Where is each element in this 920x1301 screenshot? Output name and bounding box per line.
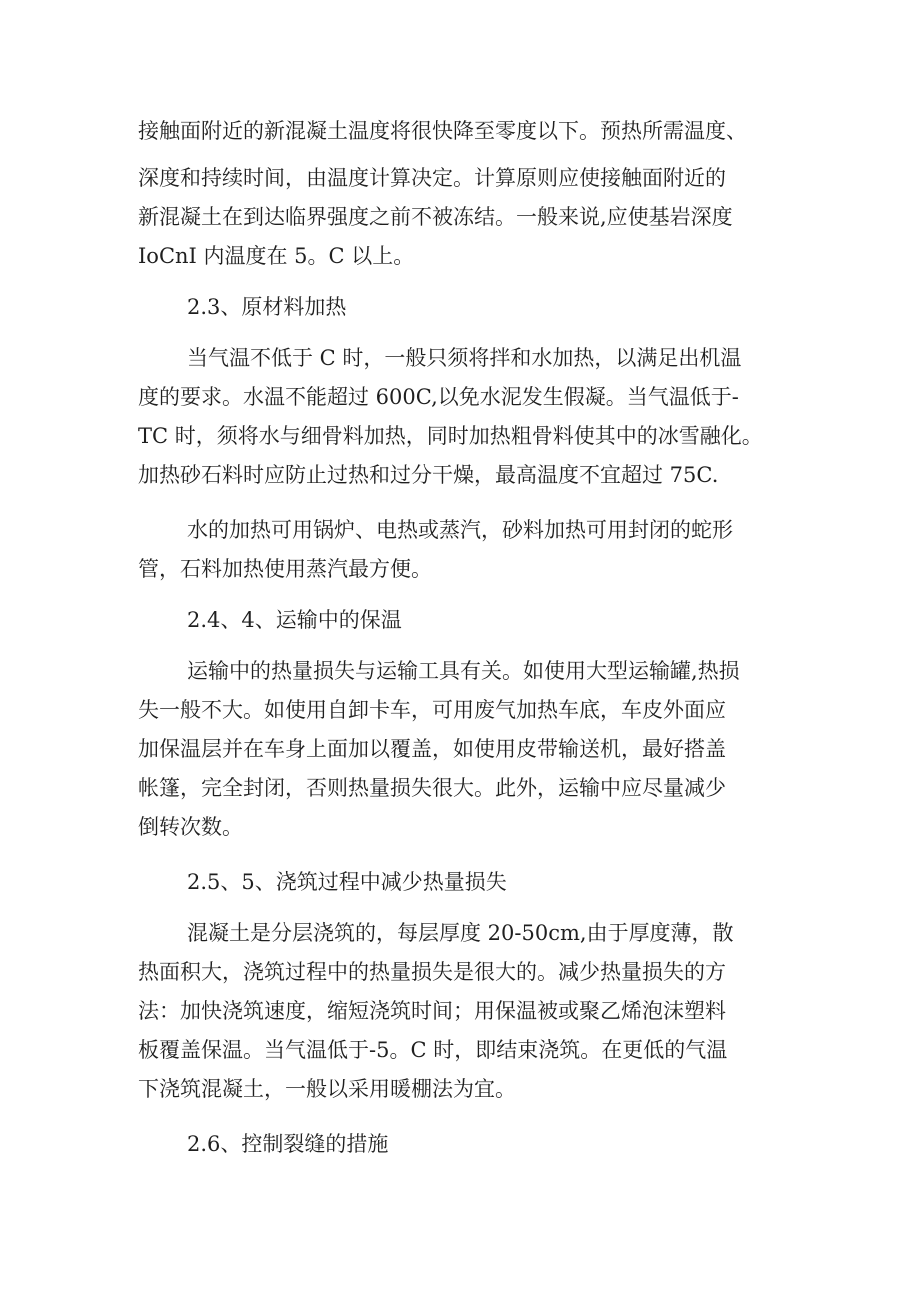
paragraph-line: 失一般不大。如使用自卸卡车，可用废气加热车底，车皮外面应 bbox=[138, 698, 726, 722]
section-heading: 2.4、4、运输中的保温 bbox=[187, 608, 402, 632]
paragraph-line: 热面积大，浇筑过程中的热量损失是很大的。减少热量损失的方 bbox=[138, 960, 726, 984]
paragraph-line: 法：加快浇筑速度，缩短浇筑时间；用保温被或聚乙烯泡沫塑料 bbox=[138, 999, 726, 1023]
paragraph-line: 加热砂石料时应防止过热和过分干燥，最高温度不宜超过 75C. bbox=[138, 463, 719, 487]
paragraph-line: 管，石料加热使用蒸汽最方便。 bbox=[138, 557, 432, 581]
section-heading: 2.5、5、浇筑过程中减少热量损失 bbox=[187, 870, 507, 894]
paragraph-line: 混凝土是分层浇筑的，每层厚度 20-50cm,由于厚度薄，散 bbox=[187, 921, 734, 945]
paragraph-line: 运输中的热量损失与运输工具有关。如使用大型运输罐,热损 bbox=[187, 659, 740, 683]
paragraph-line: 当气温不低于 C 时，一般只须将拌和水加热，以满足出机温 bbox=[187, 346, 742, 370]
paragraph-line: 下浇筑混凝土，一般以采用暖棚法为宜。 bbox=[138, 1077, 516, 1101]
paragraph-line: 水的加热可用锅炉、电热或蒸汽，砂料加热可用封闭的蛇形 bbox=[187, 518, 733, 542]
section-heading: 2.3、原材料加热 bbox=[187, 295, 347, 319]
paragraph-line: 接触面附近的新混凝土温度将很快降至零度以下。预热所需温度、 bbox=[138, 119, 747, 143]
paragraph-line: 深度和持续时间，由温度计算决定。计算原则应使接触面附近的 bbox=[138, 166, 726, 190]
paragraph-line: 板覆盖保温。当气温低于-5。C 时，即结束浇筑。在更低的气温 bbox=[138, 1038, 728, 1062]
paragraph-line: 度的要求。水温不能超过 600C,以免水泥发生假凝。当气温低于- bbox=[138, 385, 739, 409]
paragraph-line: 加保温层并在车身上面加以覆盖，如使用皮带输送机，最好搭盖 bbox=[138, 737, 726, 761]
paragraph-line: IoCnI 内温度在 5。C 以上。 bbox=[138, 244, 415, 268]
paragraph-line: 新混凝土在到达临界强度之前不被冻结。一般来说,应使基岩深度 bbox=[138, 205, 733, 229]
paragraph-line: 倒转次数。 bbox=[138, 815, 243, 839]
paragraph-line: TC 时，须将水与细骨料加热，同时加热粗骨料使其中的冰雪融化。 bbox=[138, 424, 763, 448]
paragraph-line: 帐篷，完全封闭，否则热量损失很大。此外，运输中应尽量减少 bbox=[138, 776, 726, 800]
section-heading: 2.6、控制裂缝的措施 bbox=[187, 1132, 389, 1156]
